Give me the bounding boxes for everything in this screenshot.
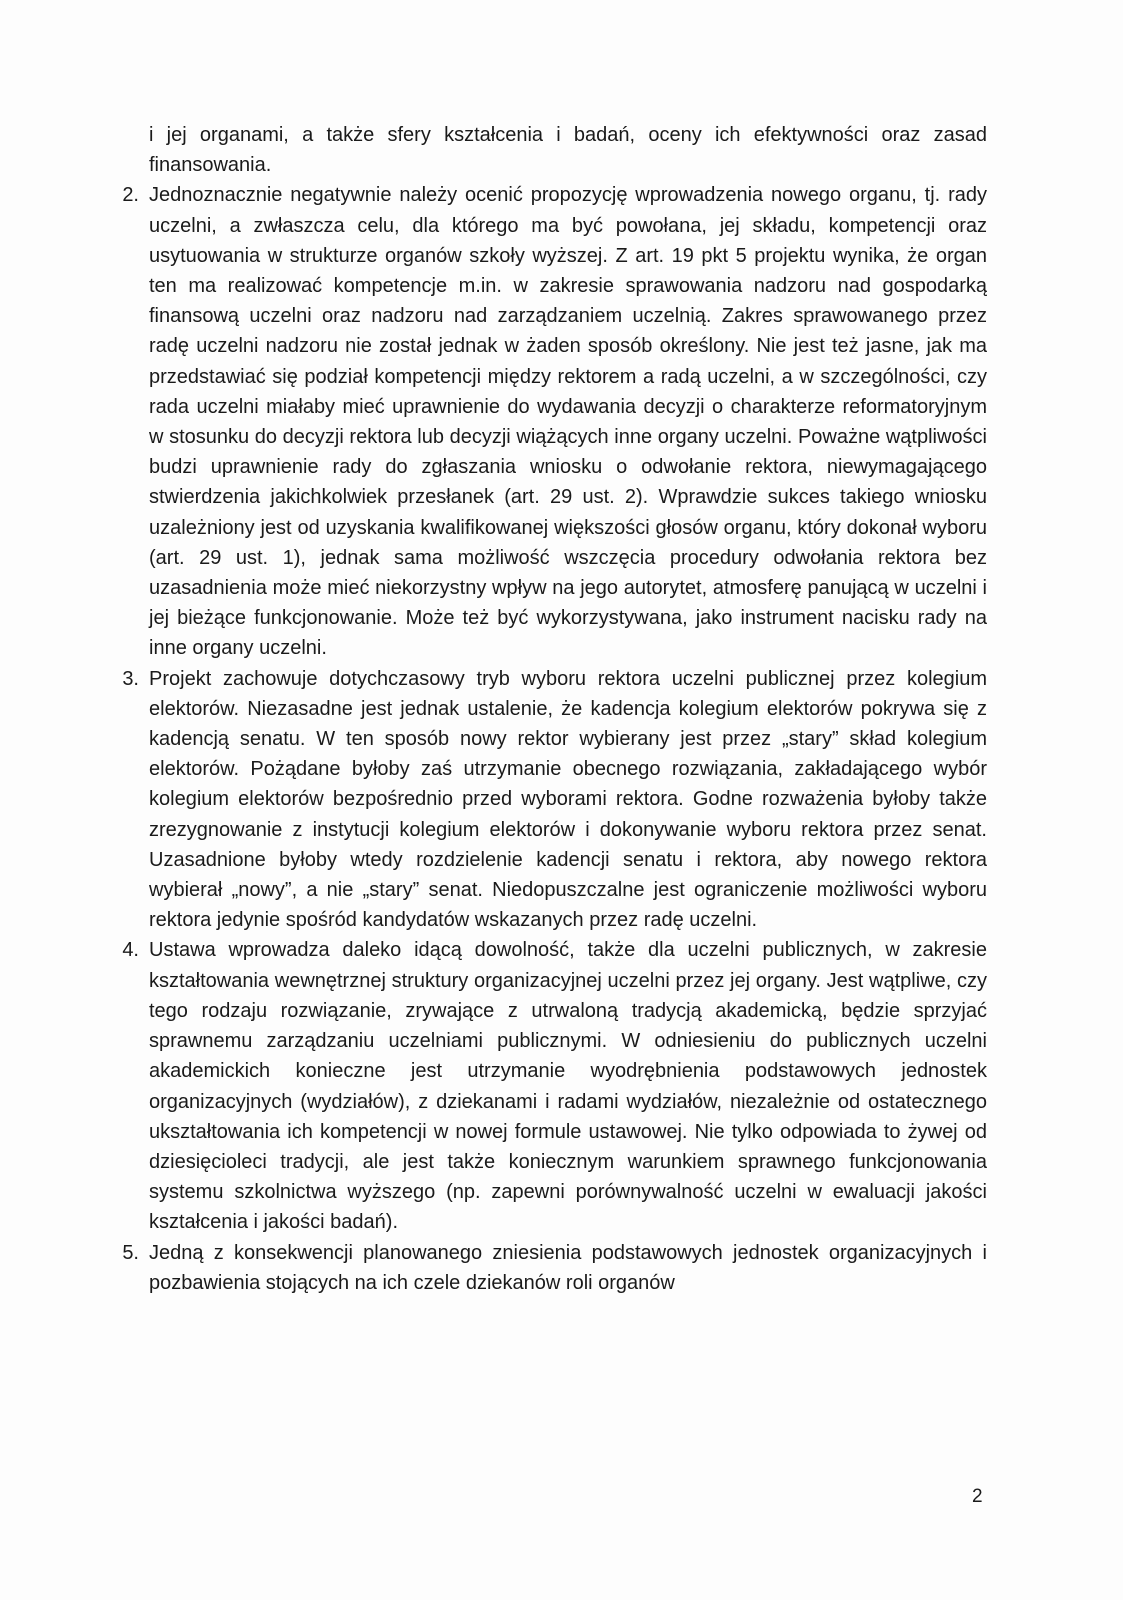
- list-number: 2.: [122, 184, 139, 207]
- list-item-text: Projekt zachowuje dotychczasowy tryb wyboru rektora uczelni publicznej przez kolegium elektorów. Niezasadne jest jednak ustalenie, że kadencja kolegium elektorów pokrywa się z kadencją senatu. W ten sposób nowy rektor wybierany jest przez „stary” skład kolegium elektorów. Pożądane byłoby zaś utrzymanie obecnego rozwiązania, zakładającego wybór kolegium elektorów bezpośrednio przed wyborami rektora. Godne rozważenia byłoby także zrezygnowanie z instytucji kolegium elektorów i dokonywanie wyboru rektora przez senat. Uzasadnione byłoby wtedy rozdzielenie kadencji senatu i rektora, aby nowego rektora wybierał „nowy”, a nie „stary” senat. Niedopuszczalne jest ograniczenie możliwości wyboru rektora jedynie spośród kandydatów wskazanych przez radę uczelni.: [149, 667, 987, 932]
- paragraph-continuation: i jej organami, a także sfery kształcenia i badań, oceny ich efektywności oraz zasad finansowania.: [149, 124, 987, 177]
- list-number: 3.: [122, 667, 139, 690]
- list-item-4: [107, 935, 987, 1237]
- list-item-5: [107, 1238, 987, 1298]
- document-body: [107, 120, 987, 1298]
- list-item-3: [107, 664, 987, 936]
- page-number: 2: [972, 1486, 983, 1507]
- list-item-text: Jedną z konsekwencji planowanego zniesienia podstawowych jednostek organizacyjnych i pozbawienia stojących na ich czele dziekanów roli organów: [149, 1241, 987, 1294]
- list-number: 5.: [122, 1241, 139, 1264]
- list-item-2: [107, 180, 987, 663]
- list-number: 4.: [122, 939, 139, 962]
- list-item-text: Ustawa wprowadza daleko idącą dowolność, także dla uczelni publicznych, w zakresie kształtowania wewnętrznej struktury organizacyjnej uczelni przez jej organy. Jest wątpliwe, czy tego rodzaju rozwiązanie, zrywające z utrwaloną tradycją akademicką, będzie sprzyjać sprawnemu zarządzaniu uczelniami publicznymi. W odniesieniu do publicznych uczelni akademickich konieczne jest utrzymanie wyodrębnienia podstawowych jednostek organizacyjnych (wydziałów), z dziekanami i radami wydziałów, niezależnie od ostatecznego ukształtowania ich kompetencji w nowej formule ustawowej. Nie tylko odpowiada to żywej od dziesięcioleci tradycji, ale jest także koniecznym warunkiem sprawnego funkcjonowania systemu szkolnictwa wyższego (np. zapewni porównywalność uczelni w ewaluacji jakości kształcenia i jakości badań).: [149, 939, 987, 1234]
- list-item-text: Jednoznacznie negatywnie należy ocenić propozycję wprowadzenia nowego organu, tj. rady uczelni, a zwłaszcza celu, dla którego ma być powołana, jej składu, kompetencji oraz usytuowania w strukturze organów szkoły wyższej. Z art. 19 pkt 5 projektu wynika, że organ ten ma realizować kompetencje m.in. w zakresie sprawowania nadzoru nad gospodarką finansową uczelni oraz nadzoru nad zarządzaniem uczelnią. Zakres sprawowanego przez radę uczelni nadzoru nie został jednak w żaden sposób określony. Nie jest też jasne, jak ma przedstawiać się podział kompetencji między rektorem a radą uczelni, a w szczególności, czy rada uczelni miałaby mieć uprawnienie do wydawania decyzji o charakterze reformatoryjnym w stosunku do decyzji rektora lub decyzji wiążących inne organy uczelni. Poważne wątpliwości budzi uprawnienie rady do zgłaszania wniosku o odwołanie rektora, niewymagającego stwierdzenia jakichkolwiek przesłanek (art. 29 ust. 2). Wprawdzie sukces takiego wniosku uzależniony jest od uzyskania kwalifikowanej większości głosów organu, który dokonał wyboru (art. 29 ust. 1), jednak sama możliwość wszczęcia procedury odwołania rektora bez uzasadnienia może mieć niekorzystny wpływ na jego autorytet, atmosferę panującą w uczelni i jej bieżące funkcjonowanie. Może też być wykorzystywana, jako instrument nacisku rady na inne organy uczelni.: [149, 184, 987, 660]
